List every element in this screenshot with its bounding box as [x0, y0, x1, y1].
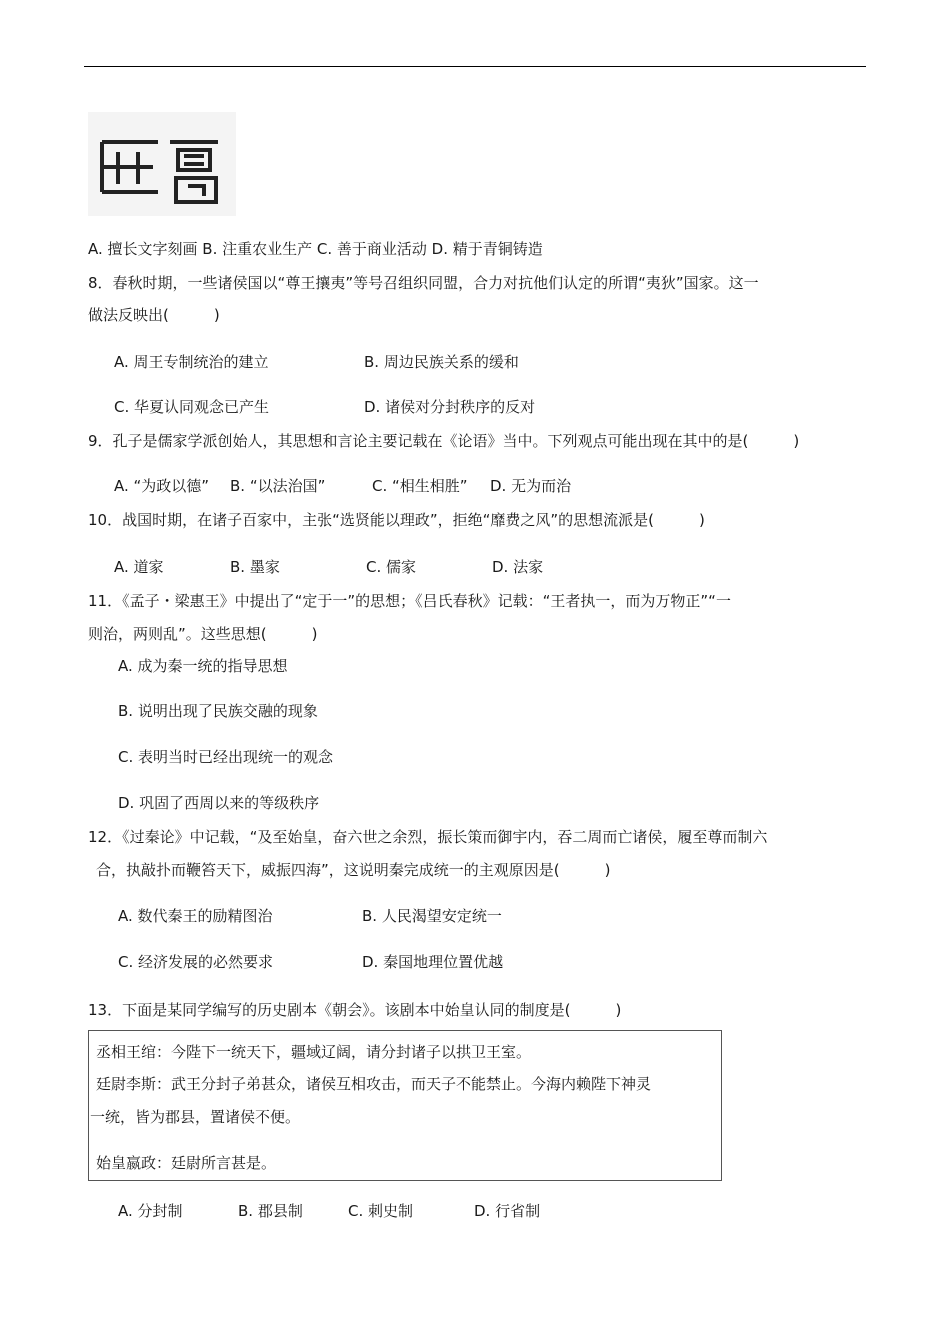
- ancient-script-image: [88, 112, 236, 216]
- q11-option-d: D. 巩固了西周以来的等级秩序: [118, 794, 320, 812]
- q10-stem: 10．战国时期，在诸子百家中，主张“选贤能以理政”，拒绝“靡费之风”的思想流派是( ): [88, 511, 705, 529]
- q11-stem-line2: 则治，两则乱”。这些思想( ): [88, 625, 318, 643]
- q13-option-d: D. 行省制: [474, 1202, 541, 1220]
- q8-option-a: A. 周王专制统治的建立: [114, 353, 269, 371]
- script-line-li-si-cont: 一统，皆为郡县，置诸侯不便。: [90, 1108, 301, 1126]
- q9-option-b: B. “以法治国”: [230, 477, 326, 495]
- script-line-li-si: 廷尉李斯：武王分封子弟甚众，诸侯互相攻击，而天子不能禁止。今海内赖陛下神灵: [96, 1075, 652, 1093]
- q9-option-a: A. “为政以德”: [114, 477, 210, 495]
- q9-stem: 9．孔子是儒家学派创始人，其思想和言论主要记载在《论语》当中。下列观点可能出现在其中的是( ): [88, 432, 800, 450]
- q12-option-d: D. 秦国地理位置优越: [362, 953, 504, 971]
- q11-stem-line1: 11．《孟子・梁惠王》中提出了“定于一”的思想；《吕氏春秋》记载：“王者执一，而为万物正”“一: [88, 592, 731, 610]
- q12-stem-line1: 12．《过秦论》中记载，“及至始皇，奋六世之余烈，振长策而御宇内，吞二周而亡诸侯，履至尊而制六: [88, 828, 768, 846]
- q7-options: A. 擅长文字刻画 B. 注重农业生产 C. 善于商业活动 D. 精于青铜铸造: [88, 240, 543, 258]
- q8-option-d: D. 诸侯对分封秩序的反对: [364, 398, 536, 416]
- q10-option-d: D. 法家: [492, 558, 544, 576]
- q8-option-c: C. 华夏认同观念已产生: [114, 398, 270, 416]
- script-line-wang-wan: 丞相王绾：今陛下一统天下，疆域辽阔，请分封诸子以拱卫王室。: [96, 1043, 532, 1061]
- q13-option-a: A. 分封制: [118, 1202, 183, 1220]
- q12-option-c: C. 经济发展的必然要求: [118, 953, 274, 971]
- q10-option-c: C. 儒家: [366, 558, 417, 576]
- ancient-script-glyphs: 星晋: [158, 208, 166, 213]
- q9-option-c: C. “相生相胜”: [372, 477, 468, 495]
- q11-option-c: C. 表明当时已经出现统一的观念: [118, 748, 334, 766]
- q11-option-b: B. 说明出现了民族交融的现象: [118, 702, 318, 720]
- q13-option-b: B. 郡县制: [238, 1202, 303, 1220]
- q13-stem: 13．下面是某同学编写的历史剧本《朝会》。该剧本中始皇认同的制度是( ): [88, 1001, 622, 1019]
- q10-option-a: A. 道家: [114, 558, 164, 576]
- q12-option-a: A. 数代秦王的励精图治: [118, 907, 273, 925]
- q8-option-b: B. 周边民族关系的缓和: [364, 353, 519, 371]
- q8-stem-line1: 8．春秋时期，一些诸侯国以“尊王攘夷”等号召组织同盟，合力对抗他们认定的所谓“夷狄”国家。这一: [88, 274, 759, 292]
- q11-option-a: A. 成为秦一统的指导思想: [118, 657, 288, 675]
- q12-option-b: B. 人民渴望安定统一: [362, 907, 502, 925]
- script-line-ying-zheng: 始皇嬴政：廷尉所言甚是。: [96, 1154, 277, 1172]
- q10-option-b: B. 墨家: [230, 558, 280, 576]
- q9-option-d: D. 无为而治: [490, 477, 572, 495]
- q12-stem-line2: 合，执敲扑而鞭笞天下，威振四海”，这说明秦完成统一的主观原因是( ): [96, 861, 611, 879]
- header-rule: [84, 66, 866, 67]
- q8-stem-line2: 做法反映出( ): [88, 306, 220, 324]
- q13-option-c: C. 刺史制: [348, 1202, 414, 1220]
